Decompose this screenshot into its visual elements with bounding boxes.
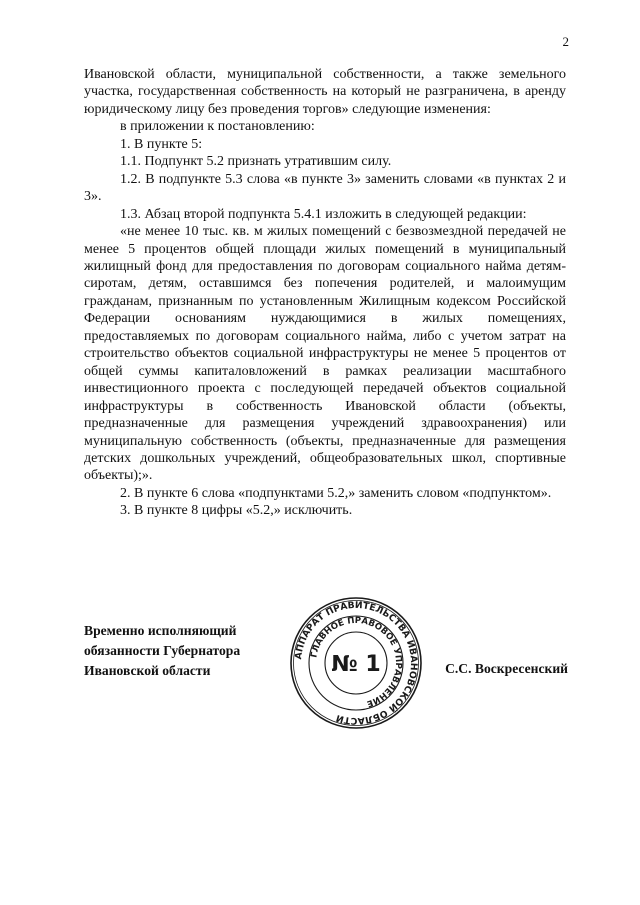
stamp-inner-text: ГЛАВНОЕ ПРАВОВОЕ УПРАВЛЕНИЕ (309, 615, 404, 709)
paragraph-item-3: 3. В пункте 8 цифры «5.2,» исключить. (120, 503, 353, 519)
page-number: 2 (562, 34, 569, 49)
official-seal-stamp (289, 596, 423, 730)
signatory-position-line: Ивановской области (84, 663, 211, 678)
paragraph-intro: Ивановской области, муниципальной собственности, а также земельного участка, государственная собственность на который не разграничена, в аренду юридическому лицу без проведения торгов» следующие изменения: (84, 67, 566, 117)
document-body (84, 66, 566, 520)
signatory-position-line: Временно исполняющий (84, 623, 237, 638)
paragraph-item-1-2: 1.2. В подпункте 5.3 слова «в пункте 3» заменить словами «в пунктах 2 и 3». (84, 171, 566, 205)
signatory-name: С.С. Воскресенский (445, 661, 568, 676)
paragraph-item-1-1: 1.1. Подпункт 5.2 признать утратившим силу. (120, 154, 392, 170)
paragraph-item-1: 1. В пункте 5: (120, 136, 203, 152)
stamp-number: № 1 (331, 652, 381, 677)
signatory-position-line: обязанности Губернатора (84, 643, 241, 658)
paragraph-item-2: 2. В пункте 6 слова «подпунктами 5.2,» заменить словом «подпунктом». (120, 485, 552, 501)
stamp-outer-text: АППАРАТ ПРАВИТЕЛЬСТВА ИВАНОВСКОЙ ОБЛАСТИ (293, 599, 420, 727)
paragraph-annex-ref: в приложении к постановлению: (120, 119, 315, 135)
signatory-position (84, 621, 240, 681)
paragraph-item-1-3: 1.3. Абзац второй подпункта 5.4.1 изложить в следующей редакции: (120, 206, 527, 222)
paragraph-quoted-text: «не менее 10 тыс. кв. м жилых помещений с безвозмездной передачей не менее 5 процентов общей площади жилых помещений в муниципальный жилищный фонд для предоставления по договорам социального найма детям-сиротам, детям, оставшимся без попечения родителей, и малоимущим гражданам, признанным по установленным Жилищным кодексом Российской Федерации основаниям нуждающимися в жилых помещениях, предоставляемых по договорам социального найма, либо с учетом затрат на строительство объектов социальной инфраструктуры не менее 5 процентов от общей суммы капиталовложений в рамках реализации масштабного инвестиционного проекта с последующей передачей объектов социальной инфраструктуры в собственность Ивановской области (объекты, предназначенные для размещения учреждений здравоохранения) или муниципальную собственность (объекты, предназначенные для размещения детских дошкольных учреждений, общеобразовательных школ, спортивные объекты);». (84, 224, 566, 484)
